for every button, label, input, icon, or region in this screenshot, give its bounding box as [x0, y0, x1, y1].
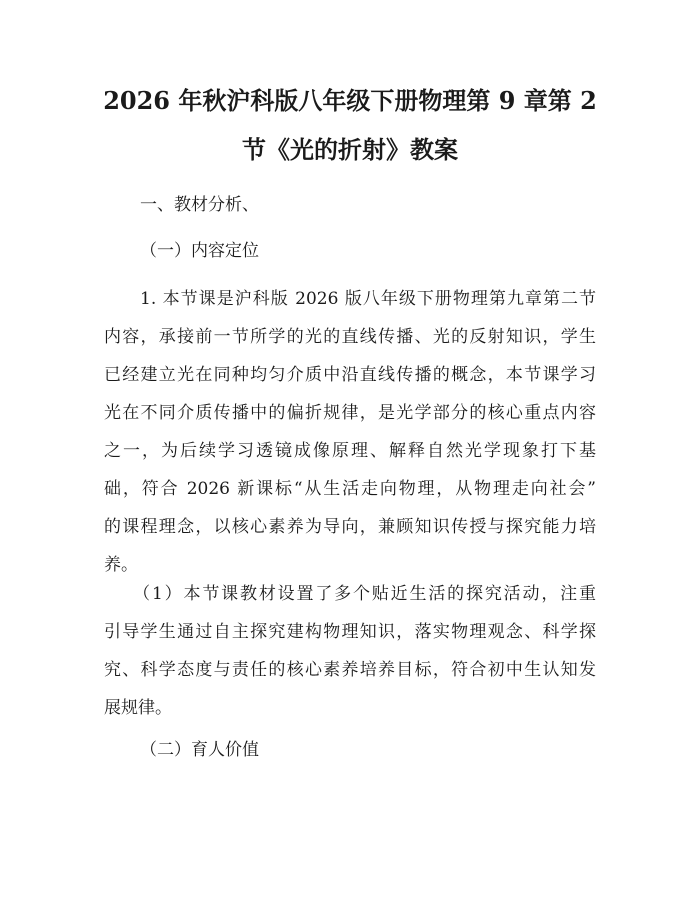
paragraph-content-positioning — [104, 280, 596, 584]
paragraph-line: 之一，为后续学习透镜成像原理、解释自然光学现象打下基 — [104, 441, 596, 461]
paragraph-line: 养。 — [104, 555, 138, 575]
paragraph-line: 展规律。 — [104, 698, 172, 718]
paragraph-line: （1）本节课教材设置了多个贴近生活的探究活动，注重 — [104, 584, 596, 604]
paragraph-line: 的课程理念，以核心素养为导向，兼顾知识传授与探究能力培 — [104, 517, 596, 537]
paragraph-line: 引导学生通过自主探究建构物理知识，落实物理观念、科学探 — [104, 622, 596, 642]
document-title-line-2: 节《光的折射》教案 — [242, 135, 458, 164]
paragraph-line: 光在不同介质传播中的偏折规律，是光学部分的核心重点内容 — [104, 403, 596, 423]
subsection-heading-content-positioning: （一）内容定位 — [140, 241, 259, 261]
document-title-line-1: 2026 年秋沪科版八年级下册物理第 9 章第 2 — [103, 86, 597, 115]
paragraph-line: 内容，承接前一节所学的光的直线传播、光的反射知识，学生 — [104, 327, 596, 347]
paragraph-line: 究、科学态度与责任的核心素养培养目标，符合初中生认知发 — [104, 660, 596, 680]
paragraph-line: 础，符合 2026 新课标“从生活走向物理，从物理走向社会” — [104, 479, 596, 499]
paragraph-line: 1. 本节课是沪科版 2026 版八年级下册物理第九章第二节 — [104, 289, 596, 309]
paragraph-inquiry-activities — [104, 575, 596, 727]
section-heading-teaching-material-analysis: 一、教材分析、 — [140, 195, 259, 215]
paragraph-line: 已经建立光在同种均匀介质中沿直线传播的概念，本节课学习 — [104, 365, 596, 385]
subsection-heading-educational-value: （二）育人价值 — [140, 740, 259, 760]
